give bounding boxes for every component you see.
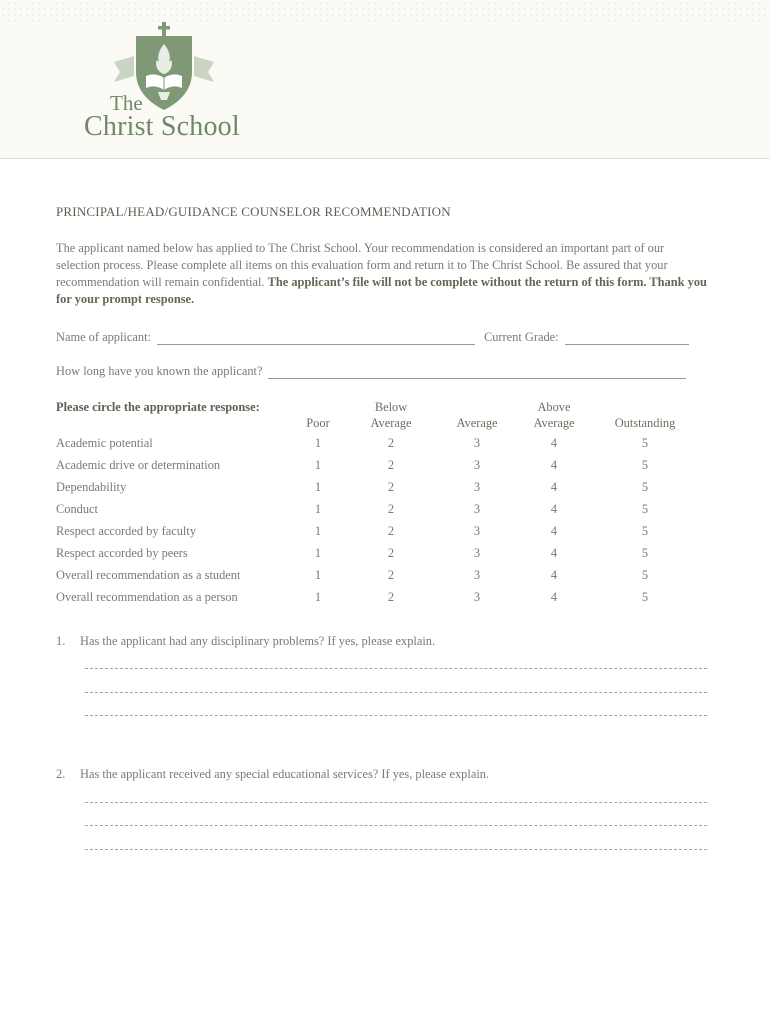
- rating-row-label: Academic potential: [56, 436, 153, 450]
- rating-option-5[interactable]: 5: [641, 568, 649, 582]
- intro-text: The applicant named below has applied to The Christ School. Your recommendation is considered an important part of our selection process. Please complete all items on this evaluation form and return it to The Christ School. Be assured that your recommendation will remain confidential.: [56, 241, 668, 289]
- rating-row-label: Respect accorded by faculty: [56, 524, 197, 538]
- column-header-outstanding: [600, 399, 690, 431]
- applicant-name-label: Name of applicant:: [56, 330, 151, 344]
- column-header-line2: Average: [456, 416, 498, 430]
- rating-row-label: Academic drive or determination: [56, 458, 221, 472]
- known-duration-field[interactable]: [268, 366, 686, 379]
- rating-option-4[interactable]: 4: [550, 524, 558, 538]
- form-title: PRINCIPAL/HEAD/GUIDANCE COUNSELOR RECOMMENDATION: [56, 204, 451, 219]
- applicant-name-field[interactable]: [157, 332, 475, 345]
- rating-option-1[interactable]: 1: [314, 524, 322, 538]
- rating-row-conduct: [56, 502, 716, 524]
- column-header-line1: Below: [374, 400, 408, 414]
- rating-option-2[interactable]: 2: [387, 590, 395, 604]
- rating-option-5[interactable]: 5: [641, 458, 649, 472]
- question-number: 1.: [56, 634, 66, 648]
- rating-option-2[interactable]: 2: [387, 458, 395, 472]
- answer-line[interactable]: [85, 825, 707, 826]
- column-header-line1: Above: [537, 400, 571, 414]
- intro-paragraph: [56, 240, 711, 308]
- rating-option-2[interactable]: 2: [387, 568, 395, 582]
- rating-option-3[interactable]: 3: [473, 436, 481, 450]
- rating-option-4[interactable]: 4: [550, 546, 558, 560]
- rating-option-3[interactable]: 3: [473, 568, 481, 582]
- current-grade-field[interactable]: [565, 332, 689, 345]
- rating-row-label: Overall recommendation as a student: [56, 568, 241, 582]
- rating-option-2[interactable]: 2: [387, 436, 395, 450]
- rating-option-3[interactable]: 3: [473, 546, 481, 560]
- rating-option-1[interactable]: 1: [314, 568, 322, 582]
- rating-option-1[interactable]: 1: [314, 458, 322, 472]
- rating-row-label: Dependability: [56, 480, 127, 494]
- page-header: [0, 0, 770, 159]
- question-text: Has the applicant received any special educational services? If yes, please explain.: [80, 767, 490, 781]
- rating-option-3[interactable]: 3: [473, 590, 481, 604]
- rating-row-respect-faculty: [56, 524, 716, 546]
- question-text: Has the applicant had any disciplinary problems? If yes, please explain.: [80, 634, 436, 648]
- rating-option-1[interactable]: 1: [314, 590, 322, 604]
- logo-text-the: The: [110, 91, 143, 115]
- rating-option-5[interactable]: 5: [641, 546, 649, 560]
- rating-option-1[interactable]: 1: [314, 436, 322, 450]
- rating-option-2[interactable]: 2: [387, 546, 395, 560]
- rating-row-overall-person: [56, 590, 716, 612]
- applicant-name-row: [56, 327, 689, 345]
- known-duration-row: [56, 361, 686, 379]
- question-special-services: [56, 767, 489, 782]
- column-header-below-average: [346, 399, 436, 431]
- rating-option-5[interactable]: 5: [641, 524, 649, 538]
- rating-option-4[interactable]: 4: [550, 436, 558, 450]
- column-header-line2: Average: [370, 416, 412, 430]
- column-header-line1: [600, 399, 690, 415]
- rating-row-label: Respect accorded by peers: [56, 546, 188, 560]
- rating-option-3[interactable]: 3: [473, 458, 481, 472]
- intro-bold-text: The applicant’s file will not be complete without the return of this form. Thank you for your prompt response.: [56, 275, 707, 306]
- rating-row-dependability: [56, 480, 716, 502]
- rating-option-1[interactable]: 1: [314, 502, 322, 516]
- rating-instruction: Please circle the appropriate response:: [56, 400, 260, 414]
- rating-option-2[interactable]: 2: [387, 480, 395, 494]
- column-header-line2: Poor: [306, 416, 330, 430]
- rating-row-overall-student: [56, 568, 716, 590]
- rating-option-2[interactable]: 2: [387, 502, 395, 516]
- column-header-line2: Average: [533, 416, 575, 430]
- question-disciplinary: [56, 634, 435, 649]
- rating-option-3[interactable]: 3: [473, 524, 481, 538]
- column-header-line2: Outstanding: [614, 416, 676, 430]
- rating-option-4[interactable]: 4: [550, 502, 558, 516]
- rating-option-3[interactable]: 3: [473, 480, 481, 494]
- rating-option-4[interactable]: 4: [550, 480, 558, 494]
- known-duration-label: How long have you known the applicant?: [56, 364, 263, 378]
- rating-option-4[interactable]: 4: [550, 568, 558, 582]
- rating-row-respect-peers: [56, 546, 716, 568]
- rating-option-5[interactable]: 5: [641, 590, 649, 604]
- rating-row-academic-drive: [56, 458, 716, 480]
- rating-option-4[interactable]: 4: [550, 458, 558, 472]
- rating-option-4[interactable]: 4: [550, 590, 558, 604]
- current-grade-label: Current Grade:: [483, 330, 559, 344]
- question-number: 2.: [56, 767, 66, 781]
- rating-option-5[interactable]: 5: [641, 436, 649, 450]
- rating-row-academic-potential: [56, 436, 716, 458]
- rating-option-5[interactable]: 5: [641, 502, 649, 516]
- rating-option-1[interactable]: 1: [314, 546, 322, 560]
- rating-row-label: Overall recommendation as a person: [56, 590, 238, 604]
- answer-line[interactable]: [85, 849, 707, 850]
- rating-option-1[interactable]: 1: [314, 480, 322, 494]
- column-header-above-average: [509, 399, 599, 431]
- answer-line[interactable]: [85, 802, 707, 803]
- answer-line[interactable]: [85, 668, 707, 669]
- answer-line[interactable]: [85, 692, 707, 693]
- rating-option-5[interactable]: 5: [641, 480, 649, 494]
- rating-option-2[interactable]: 2: [387, 524, 395, 538]
- answer-line[interactable]: [85, 715, 707, 716]
- rating-option-3[interactable]: 3: [473, 502, 481, 516]
- logo-text-school-name: Christ School: [84, 111, 240, 142]
- rating-row-label: Conduct: [56, 502, 98, 516]
